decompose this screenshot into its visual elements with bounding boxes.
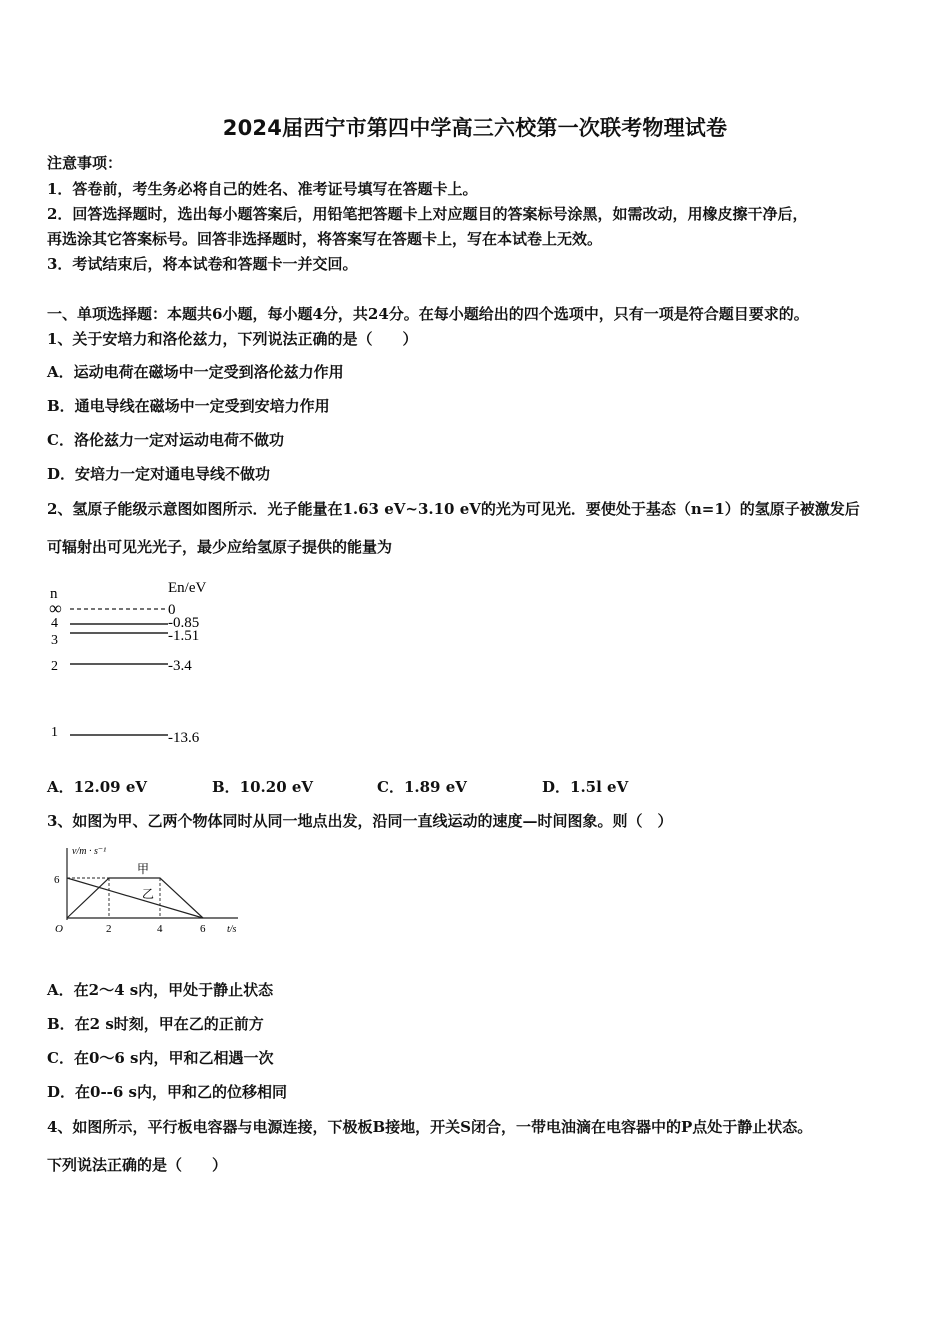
y-axis-label: v/m · s⁻¹ — [72, 846, 107, 857]
x-tick-label: 6 — [200, 923, 206, 935]
question-2-stem: 2、氢原子能级示意图如图所示．光子能量在1.63 eV~3.10 eV的光为可见光．要使处于基态（n=1）的氢原子被激发后 — [47, 500, 860, 518]
question-3-stem: 3、如图为甲、乙两个物体同时从同一地点出发，沿同一直线运动的速度—时间图象。则（ ） — [47, 812, 673, 830]
level-n-label: 1 — [51, 725, 58, 740]
level-n-label: 4 — [51, 616, 58, 631]
energy-level-diagram — [40, 572, 230, 752]
question-2-option-c: C．1.89 eV — [377, 778, 467, 796]
question-2-stem-cont: 可辐射出可见光光子，最少应给氢原子提供的能量为 — [47, 538, 393, 556]
level-energy-label: -3.4 — [168, 658, 192, 674]
question-4-stem-cont: 下列说法正确的是（ ） — [47, 1156, 228, 1174]
question-1-option-b: B．通电导线在磁场中一定受到安培力作用 — [47, 397, 330, 415]
section-heading: 一、单项选择题：本题共6小题，每小题4分，共24分。在每小题给出的四个选项中，只有一项是符合题目要求的。 — [47, 305, 809, 323]
level-energy-label: -13.6 — [168, 730, 200, 746]
question-3-option-b: B．在2 s时刻，甲在乙的正前方 — [47, 1015, 264, 1033]
note-item: 1．答卷前，考生务必将自己的姓名、准考证号填写在答题卡上。 — [47, 180, 478, 198]
question-1-stem: 1、关于安培力和洛伦兹力，下列说法正确的是（ ） — [47, 330, 418, 348]
series-jia-label: 甲 — [137, 862, 150, 876]
note-item: 2．回答选择题时，选出每小题答案后，用铅笔把答题卡上对应题目的答案标号涂黑，如需改动，用橡皮擦干净后， — [47, 205, 808, 223]
question-3-option-a: A．在2～4 s内，甲处于静止状态 — [47, 981, 274, 999]
question-2-option-d: D．1.5l eV — [542, 778, 629, 796]
x-tick-label: 4 — [157, 923, 163, 935]
energy-axis-label: En/eV — [168, 580, 207, 596]
series-yi-label: 乙 — [142, 887, 155, 901]
note-item: 再选涂其它答案标号。回答非选择题时，将答案写在答题卡上，写在本试卷上无效。 — [47, 230, 603, 248]
velocity-time-graph — [50, 840, 245, 940]
level-n-label: 3 — [51, 633, 58, 648]
level-energy-label: -1.51 — [168, 628, 200, 644]
origin-label: O — [55, 923, 63, 935]
notes-heading: 注意事项： — [47, 154, 123, 172]
x-axis-label: t/s — [227, 924, 237, 935]
level-energy-label: 0 — [168, 602, 176, 618]
question-1-option-c: C．洛伦兹力一定对运动电荷不做功 — [47, 431, 284, 449]
page-title: 2024届西宁市第四中学高三六校第一次联考物理试卷 — [222, 116, 728, 140]
n-axis-label: n — [50, 586, 58, 602]
question-3-option-d: D．在0--6 s内，甲和乙的位移相同 — [47, 1083, 288, 1101]
note-item: 3．考试结束后，将本试卷和答题卡一并交回。 — [47, 255, 358, 273]
question-1-option-d: D．安培力一定对通电导线不做功 — [47, 465, 271, 483]
y-tick-label: 6 — [54, 874, 60, 886]
question-4-stem: 4、如图所示，平行板电容器与电源连接，下极板B接地，开关S闭合，一带电油滴在电容器中的P点处于静止状态。 — [47, 1118, 813, 1136]
question-1-option-a: A．运动电荷在磁场中一定受到洛伦兹力作用 — [47, 363, 344, 381]
question-2-option-b: B．10.20 eV — [212, 778, 314, 796]
level-energy-label: -0.85 — [168, 615, 200, 631]
question-2-option-a: A．12.09 eV — [47, 778, 148, 796]
question-3-option-c: C．在0～6 s内，甲和乙相遇一次 — [47, 1049, 274, 1067]
level-n-label: ∞ — [49, 598, 62, 618]
level-n-label: 2 — [51, 659, 58, 674]
x-tick-label: 2 — [106, 923, 112, 935]
